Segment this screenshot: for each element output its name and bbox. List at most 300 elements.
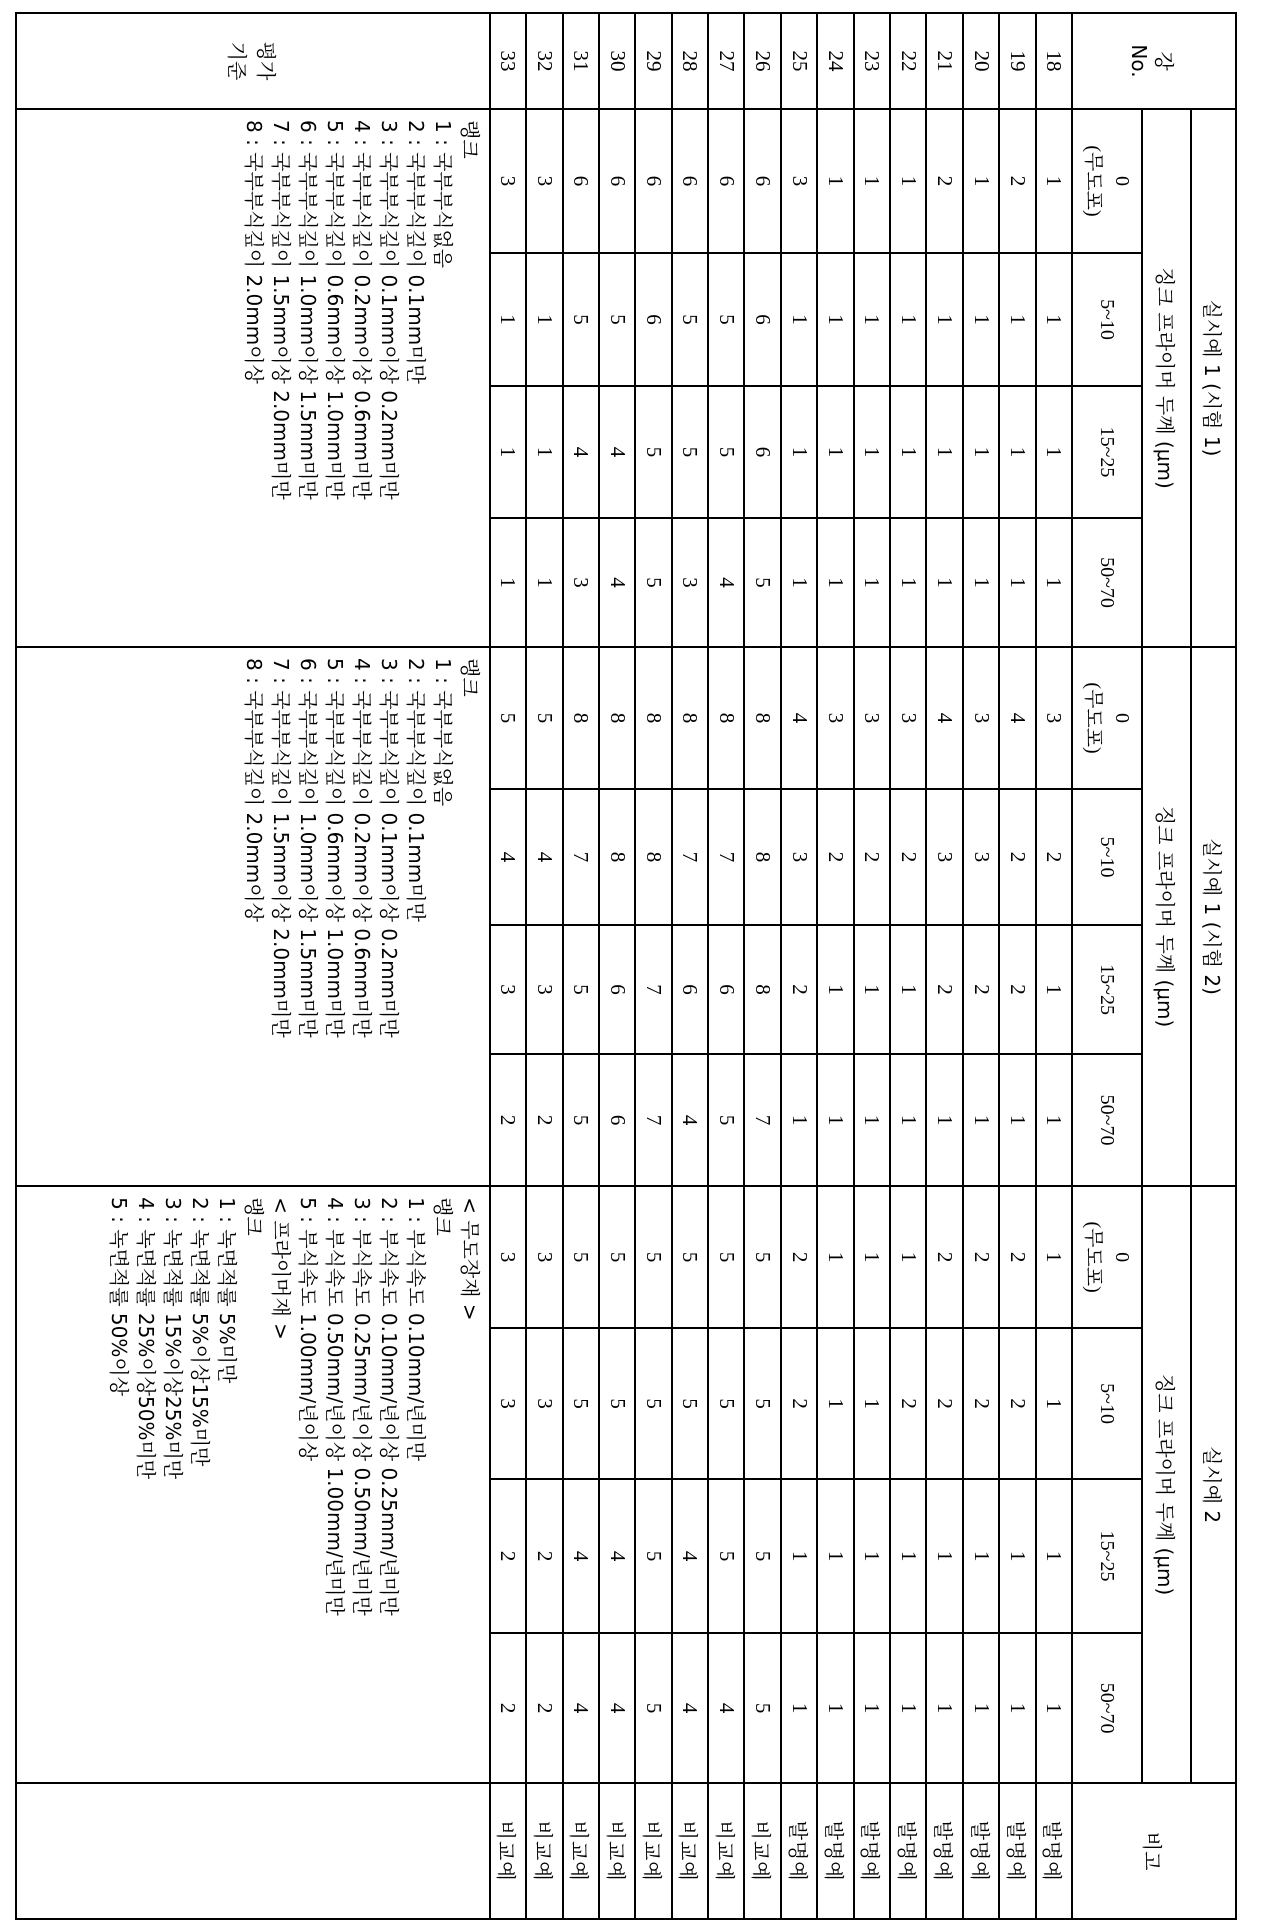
rank-cell: 4	[781, 647, 817, 789]
column-header-label: 50~70	[1096, 1634, 1119, 1782]
rank-cell: 2	[999, 109, 1035, 253]
rank-cell: 3	[672, 518, 708, 647]
table-row	[635, 13, 671, 1919]
column-header-label: (무도포)	[1081, 648, 1110, 788]
rank-cell: 2	[890, 789, 926, 925]
rank-cell: 1	[854, 1054, 890, 1186]
rank-cell: 4	[563, 386, 599, 518]
rank-cell: 2	[999, 1186, 1035, 1328]
rank-cell: 5	[672, 253, 708, 386]
rank-cell: 3	[526, 1328, 562, 1479]
rank-cell: 1	[854, 1633, 890, 1783]
rank-cell: 1	[890, 925, 926, 1054]
rank-cell: 4	[672, 1054, 708, 1186]
rank-cell: 5	[599, 1328, 635, 1479]
rank-cell: 1	[781, 1633, 817, 1783]
rank-cell: 1	[1036, 1479, 1072, 1633]
steel-no-cell: 26	[744, 13, 780, 109]
column-header-label: 5~10	[1096, 790, 1119, 924]
rank-cell: 1	[781, 1479, 817, 1633]
rank-cell: 6	[672, 925, 708, 1054]
rank-cell: 8	[744, 925, 780, 1054]
rank-cell: 6	[563, 109, 599, 253]
rank-cell: 1	[854, 1328, 890, 1479]
rank-cell: 4	[599, 386, 635, 518]
rank-cell: 1	[963, 253, 999, 386]
rank-cell: 7	[672, 789, 708, 925]
steel-no-cell: 32	[526, 13, 562, 109]
rank-cell: 1	[854, 109, 890, 253]
rank-cell: 5	[635, 1328, 671, 1479]
remark-cell: 발명예	[781, 1783, 817, 1919]
column-header-thickness	[1072, 925, 1142, 1054]
rank-cell: 5	[672, 1186, 708, 1328]
rank-cell: 1	[890, 386, 926, 518]
rank-cell: 8	[635, 789, 671, 925]
rank-cell: 1	[1036, 925, 1072, 1054]
rank-cell: 1	[817, 1328, 853, 1479]
subheader-thickness: 징크 프라이머 두께 (μm)	[1142, 647, 1191, 1186]
criteria-line: 2 : 부식속도 0.10mm/년이상 0.25mm/년미만	[375, 1197, 402, 1772]
rank-cell: 3	[781, 109, 817, 253]
rank-cell: 2	[999, 1328, 1035, 1479]
steel-no-cell: 31	[563, 13, 599, 109]
rank-cell: 4	[672, 1633, 708, 1783]
rank-cell: 3	[490, 1186, 526, 1328]
rank-cell: 1	[963, 518, 999, 647]
rank-cell: 1	[854, 1186, 890, 1328]
rank-cell: 1	[854, 925, 890, 1054]
rank-cell: 1	[999, 386, 1035, 518]
remark-cell: 비교예	[635, 1783, 671, 1919]
rank-cell: 8	[672, 647, 708, 789]
rank-cell: 1	[926, 1479, 962, 1633]
rank-cell: 8	[744, 647, 780, 789]
group-header-test2: 실시예 1 (시험 2)	[1191, 647, 1236, 1186]
rank-cell: 3	[490, 109, 526, 253]
criteria-line: 5 : 국부부식깊이 0.6mm이상 1.0mm미만	[321, 120, 348, 636]
rank-cell: 2	[490, 1479, 526, 1633]
rank-cell: 1	[781, 253, 817, 386]
rank-cell: 1	[526, 253, 562, 386]
criteria-line: 1 : 국부부식없음	[429, 120, 456, 636]
rank-cell: 1	[854, 518, 890, 647]
rank-cell: 2	[854, 789, 890, 925]
table-row	[526, 13, 562, 1919]
criteria-cell-e2	[16, 1186, 490, 1783]
rank-cell: 1	[817, 1054, 853, 1186]
rank-cell: 1	[926, 1633, 962, 1783]
remark-cell: 발명예	[890, 1783, 926, 1919]
steel-no-cell: 23	[854, 13, 890, 109]
column-header-label: 0	[1110, 1187, 1133, 1327]
rank-cell: 1	[854, 386, 890, 518]
remark-header: 비고	[1072, 1783, 1236, 1919]
rank-cell: 3	[526, 109, 562, 253]
rank-cell: 3	[926, 789, 962, 925]
criteria-line: 5 : 녹면적률 50%이상	[105, 1197, 132, 1772]
rank-cell: 3	[963, 789, 999, 925]
rank-cell: 1	[1036, 1186, 1072, 1328]
criteria-line: < 무도장재 >	[456, 1197, 483, 1772]
rank-cell: 6	[599, 1054, 635, 1186]
criteria-cell-t2	[16, 647, 490, 1186]
rank-cell: 1	[963, 109, 999, 253]
rank-cell: 1	[1036, 253, 1072, 386]
rank-cell: 5	[599, 253, 635, 386]
rank-cell: 1	[999, 253, 1035, 386]
rank-cell: 5	[563, 1054, 599, 1186]
rank-cell: 1	[1036, 109, 1072, 253]
criteria-line: 3 : 부식속도 0.25mm/년이상 0.50mm/년미만	[348, 1197, 375, 1772]
rank-cell: 1	[817, 1479, 853, 1633]
rank-cell: 1	[890, 518, 926, 647]
steel-label: 강	[1152, 14, 1181, 108]
rank-cell: 7	[635, 1054, 671, 1186]
criteria-line: 5 : 국부부식깊이 0.6mm이상 1.0mm미만	[321, 658, 348, 1175]
criteria-line: 1 : 부식속도 0.10mm/년미만	[402, 1197, 429, 1772]
rank-cell: 2	[963, 925, 999, 1054]
criteria-remark-empty	[16, 1783, 490, 1919]
rank-cell: 4	[563, 1479, 599, 1633]
rank-cell: 2	[781, 1186, 817, 1328]
rank-cell: 7	[744, 1054, 780, 1186]
rank-cell: 5	[635, 1186, 671, 1328]
table-row	[708, 13, 744, 1919]
criteria-line: 랭크	[240, 1197, 267, 1772]
column-header-thickness	[1072, 1633, 1142, 1783]
rank-cell: 8	[744, 789, 780, 925]
steel-no-cell: 22	[890, 13, 926, 109]
rank-cell: 1	[854, 1479, 890, 1633]
rank-cell: 3	[963, 647, 999, 789]
rank-cell: 1	[1036, 386, 1072, 518]
criteria-line: 2 : 국부부식깊이 0.1mm미만	[402, 658, 429, 1175]
rank-cell: 4	[672, 1479, 708, 1633]
rank-cell: 5	[744, 518, 780, 647]
criteria-line: 5 : 부식속도 1.00mm/년이상	[294, 1197, 321, 1772]
rank-cell: 5	[635, 386, 671, 518]
rank-cell: 1	[817, 1186, 853, 1328]
rank-cell: 2	[926, 1186, 962, 1328]
table-row	[744, 13, 780, 1919]
rank-cell: 4	[563, 1633, 599, 1783]
column-header-label: 15~25	[1096, 1480, 1119, 1632]
rank-cell: 2	[926, 925, 962, 1054]
rank-cell: 8	[635, 647, 671, 789]
table-row	[599, 13, 635, 1919]
rank-cell: 1	[999, 1633, 1035, 1783]
criteria-line: < 프라이머재 >	[267, 1197, 294, 1772]
rank-cell: 2	[526, 1054, 562, 1186]
rank-cell: 1	[890, 1054, 926, 1186]
remark-cell: 비교예	[672, 1783, 708, 1919]
column-header-thickness	[1072, 647, 1142, 789]
rank-cell: 1	[890, 1633, 926, 1783]
rank-cell: 6	[744, 253, 780, 386]
subheader-thickness: 징크 프라이머 두께 (μm)	[1142, 109, 1191, 647]
rank-cell: 2	[1036, 789, 1072, 925]
criteria-row	[16, 13, 490, 1919]
rank-cell: 1	[963, 1054, 999, 1186]
criteria-line: 4 : 국부부식깊이 0.2mm이상 0.6mm미만	[348, 658, 375, 1175]
rank-cell: 5	[708, 253, 744, 386]
column-header-label: 50~70	[1096, 519, 1119, 646]
rank-cell: 4	[708, 1633, 744, 1783]
group-header-example2: 실시예 2	[1191, 1186, 1236, 1783]
rank-cell: 5	[563, 1186, 599, 1328]
criteria-line: 8 : 국부부식깊이 2.0mm이상	[240, 658, 267, 1175]
rank-cell: 3	[817, 647, 853, 789]
rank-cell: 5	[708, 1054, 744, 1186]
steel-no-cell: 28	[672, 13, 708, 109]
table-row	[854, 13, 890, 1919]
table-row	[817, 13, 853, 1919]
column-header-label: 0	[1110, 110, 1133, 252]
table-row	[1036, 13, 1072, 1919]
rank-cell: 1	[817, 253, 853, 386]
criteria-label-text: 평가	[253, 14, 282, 108]
steel-no-cell: 25	[781, 13, 817, 109]
no-label: No.	[1128, 14, 1152, 108]
group-header-test1: 실시예 1 (시험 1)	[1191, 109, 1236, 647]
rank-cell: 5	[708, 1186, 744, 1328]
rank-cell: 5	[635, 518, 671, 647]
rank-cell: 2	[781, 1328, 817, 1479]
rank-cell: 1	[963, 1633, 999, 1783]
steel-no-cell: 18	[1036, 13, 1072, 109]
rank-cell: 8	[708, 647, 744, 789]
criteria-line: 1 : 국부부식없음	[429, 658, 456, 1175]
rank-cell: 1	[817, 1633, 853, 1783]
table-row	[963, 13, 999, 1919]
rank-cell: 6	[635, 253, 671, 386]
rank-cell: 5	[635, 1479, 671, 1633]
rank-cell: 5	[563, 925, 599, 1054]
steel-no-cell: 33	[490, 13, 526, 109]
rank-cell: 5	[708, 1479, 744, 1633]
rank-cell: 3	[890, 647, 926, 789]
rank-cell: 1	[926, 1054, 962, 1186]
rank-cell: 3	[781, 789, 817, 925]
column-header-label: 5~10	[1096, 1329, 1119, 1478]
remark-cell: 발명예	[1036, 1783, 1072, 1919]
rank-cell: 1	[817, 518, 853, 647]
criteria-label-text: 기준	[224, 14, 253, 108]
rank-cell: 1	[854, 253, 890, 386]
table-row	[890, 13, 926, 1919]
criteria-line: 3 : 녹면적률 15%이상25%미만	[159, 1197, 186, 1772]
rank-cell: 2	[490, 1633, 526, 1783]
rank-cell: 1	[781, 386, 817, 518]
rank-cell: 2	[890, 1328, 926, 1479]
rank-cell: 5	[672, 1328, 708, 1479]
remark-cell: 비교예	[708, 1783, 744, 1919]
criteria-line: 3 : 국부부식깊이 0.1mm이상 0.2mm미만	[375, 120, 402, 636]
rank-cell: 1	[490, 386, 526, 518]
rank-cell: 3	[854, 647, 890, 789]
criteria-line: 6 : 국부부식깊이 1.0mm이상 1.5mm미만	[294, 120, 321, 636]
criteria-line: 8 : 국부부식깊이 2.0mm이상	[240, 120, 267, 636]
rank-cell: 1	[890, 1186, 926, 1328]
rank-cell: 1	[999, 1479, 1035, 1633]
column-header-label: 50~70	[1096, 1055, 1119, 1185]
rank-cell: 3	[526, 1186, 562, 1328]
rank-cell: 3	[1036, 647, 1072, 789]
rank-cell: 5	[563, 1328, 599, 1479]
rank-cell: 6	[744, 109, 780, 253]
criteria-line: 4 : 국부부식깊이 0.2mm이상 0.6mm미만	[348, 120, 375, 636]
column-header-thickness	[1072, 518, 1142, 647]
criteria-cell-t1	[16, 109, 490, 647]
remark-cell: 발명예	[854, 1783, 890, 1919]
rank-cell: 5	[599, 1186, 635, 1328]
rank-cell: 4	[708, 518, 744, 647]
rank-cell: 1	[999, 1054, 1035, 1186]
column-header-label: 5~10	[1096, 254, 1119, 385]
steel-no-cell: 30	[599, 13, 635, 109]
rank-cell: 1	[926, 518, 962, 647]
rank-cell: 1	[817, 925, 853, 1054]
rank-cell: 3	[490, 925, 526, 1054]
rank-cell: 2	[490, 1054, 526, 1186]
column-header-thickness	[1072, 1054, 1142, 1186]
rank-cell: 7	[708, 789, 744, 925]
rank-cell: 1	[926, 253, 962, 386]
rank-cell: 5	[490, 647, 526, 789]
rank-cell: 8	[563, 647, 599, 789]
steel-no-cell: 29	[635, 13, 671, 109]
rank-cell: 1	[817, 386, 853, 518]
criteria-line: 2 : 국부부식깊이 0.1mm미만	[402, 120, 429, 636]
rank-cell: 1	[1036, 1054, 1072, 1186]
rank-cell: 4	[999, 647, 1035, 789]
rank-cell: 6	[708, 925, 744, 1054]
remark-cell: 발명예	[963, 1783, 999, 1919]
rank-cell: 8	[599, 647, 635, 789]
criteria-label	[16, 13, 490, 109]
rank-cell: 6	[599, 109, 635, 253]
rank-cell: 2	[963, 1186, 999, 1328]
column-header-label: 15~25	[1096, 387, 1119, 517]
rank-cell: 4	[599, 1479, 635, 1633]
rank-cell: 3	[526, 925, 562, 1054]
criteria-line: 1 : 녹면적률 5%미만	[213, 1197, 240, 1772]
criteria-line: 3 : 국부부식깊이 0.1mm이상 0.2mm미만	[375, 658, 402, 1175]
rank-cell: 6	[599, 925, 635, 1054]
rank-cell: 5	[635, 1633, 671, 1783]
rank-cell: 6	[672, 109, 708, 253]
column-header-label: (무도포)	[1081, 1187, 1110, 1327]
table-row	[672, 13, 708, 1919]
rank-cell: 3	[563, 518, 599, 647]
corrosion-results-table	[15, 12, 1237, 1920]
steel-no-cell: 19	[999, 13, 1035, 109]
rank-cell: 5	[672, 386, 708, 518]
rank-cell: 2	[781, 925, 817, 1054]
remark-cell: 발명예	[817, 1783, 853, 1919]
rank-cell: 1	[890, 109, 926, 253]
rank-cell: 2	[526, 1479, 562, 1633]
column-header-thickness	[1072, 109, 1142, 253]
column-header-label: 0	[1110, 648, 1133, 788]
rank-cell: 1	[1036, 1633, 1072, 1783]
criteria-line: 7 : 국부부식깊이 1.5mm이상 2.0mm미만	[267, 658, 294, 1175]
rank-cell: 1	[781, 1054, 817, 1186]
table-row	[490, 13, 526, 1919]
rank-cell: 1	[999, 518, 1035, 647]
rank-cell: 5	[563, 253, 599, 386]
remark-cell: 비교예	[744, 1783, 780, 1919]
rank-cell: 4	[526, 789, 562, 925]
column-header-thickness	[1072, 1328, 1142, 1479]
criteria-line: 4 : 부식속도 0.50mm/년이상 1.00mm/년미만	[321, 1197, 348, 1772]
remark-cell: 발명예	[926, 1783, 962, 1919]
column-header-thickness	[1072, 253, 1142, 386]
criteria-line: 2 : 녹면적률 5%이상15%미만	[186, 1197, 213, 1772]
rank-cell: 2	[526, 1633, 562, 1783]
rank-cell: 5	[744, 1328, 780, 1479]
rank-cell: 2	[963, 1328, 999, 1479]
rank-cell: 4	[599, 1633, 635, 1783]
rank-cell: 5	[744, 1186, 780, 1328]
rank-cell: 1	[1036, 1328, 1072, 1479]
rank-cell: 7	[563, 789, 599, 925]
remark-cell: 발명예	[999, 1783, 1035, 1919]
criteria-line: 랭크	[456, 658, 483, 1175]
rank-cell: 2	[999, 789, 1035, 925]
rank-cell: 5	[708, 386, 744, 518]
rank-cell: 1	[526, 518, 562, 647]
rank-cell: 1	[963, 386, 999, 518]
column-header-thickness	[1072, 1186, 1142, 1328]
remark-cell: 비교예	[563, 1783, 599, 1919]
rank-cell: 6	[744, 386, 780, 518]
criteria-line: 7 : 국부부식깊이 1.5mm이상 2.0mm미만	[267, 120, 294, 636]
rank-cell: 1	[926, 386, 962, 518]
rank-cell: 1	[1036, 518, 1072, 647]
criteria-line: 랭크	[429, 1197, 456, 1772]
rank-cell: 4	[926, 647, 962, 789]
steel-no-cell: 24	[817, 13, 853, 109]
steel-no-cell: 20	[963, 13, 999, 109]
rank-cell: 2	[999, 925, 1035, 1054]
rank-cell: 5	[526, 647, 562, 789]
table-row	[563, 13, 599, 1919]
rotated-table-container	[15, 12, 1237, 1918]
rank-cell: 1	[781, 518, 817, 647]
table-row	[926, 13, 962, 1919]
rank-cell: 5	[744, 1633, 780, 1783]
rank-cell: 1	[890, 253, 926, 386]
column-header-label: 15~25	[1096, 926, 1119, 1053]
steel-no-header	[1072, 13, 1236, 109]
rank-cell: 7	[635, 925, 671, 1054]
criteria-line: 랭크	[456, 120, 483, 636]
rank-cell: 2	[926, 109, 962, 253]
rank-cell: 2	[817, 789, 853, 925]
rank-cell: 5	[744, 1479, 780, 1633]
remark-cell: 비교예	[599, 1783, 635, 1919]
rank-cell: 1	[890, 1479, 926, 1633]
column-header-thickness	[1072, 789, 1142, 925]
rank-cell: 1	[526, 386, 562, 518]
steel-no-cell: 27	[708, 13, 744, 109]
rank-cell: 3	[490, 1328, 526, 1479]
criteria-line: 6 : 국부부식깊이 1.0mm이상 1.5mm미만	[294, 658, 321, 1175]
remark-cell: 비교예	[490, 1783, 526, 1919]
rank-cell: 5	[708, 1328, 744, 1479]
